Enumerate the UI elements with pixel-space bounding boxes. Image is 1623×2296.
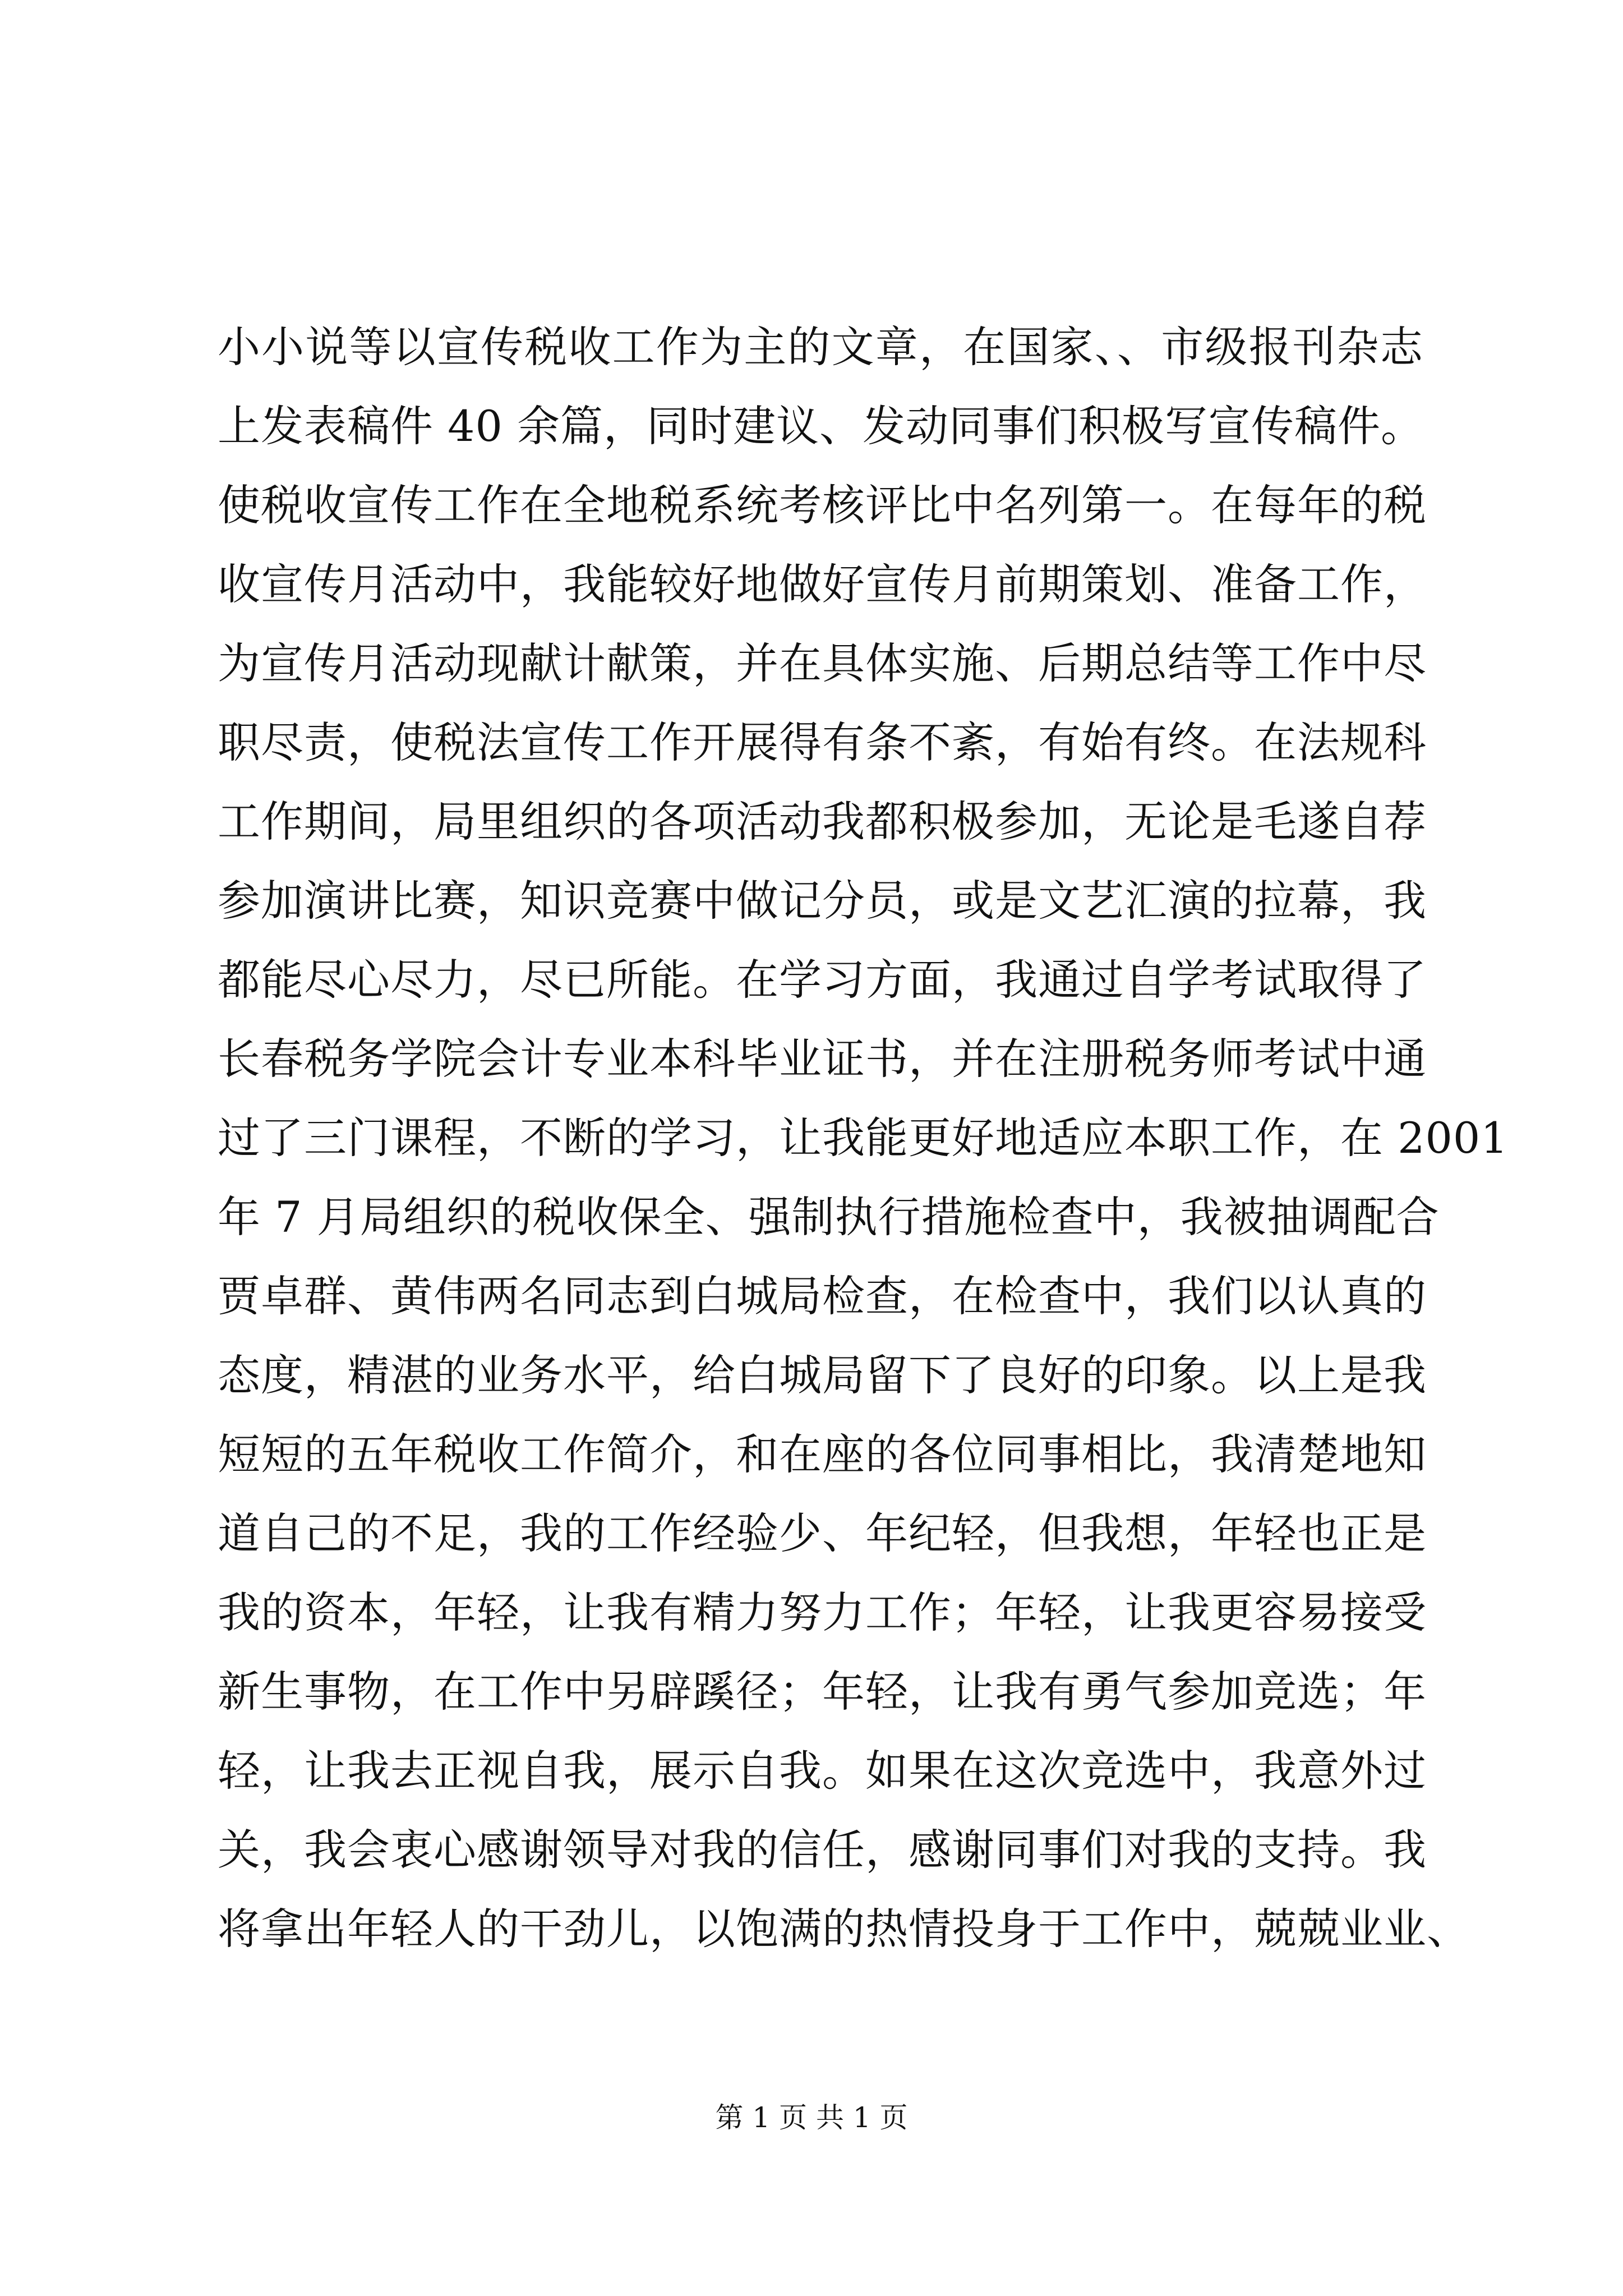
page-footer: 第 1 页 共 1 页 bbox=[715, 2101, 908, 2134]
text-line: 参加演讲比赛，知识竞赛中做记分员，或是文艺汇演的拉幕，我 bbox=[218, 876, 1427, 926]
text-line: 过了三门课程，不断的学习，让我能更好地适应本职工作，在 2001 bbox=[218, 1113, 1509, 1163]
text-line: 我的资本，年轻，让我有精力努力工作；年轻，让我更容易接受 bbox=[218, 1588, 1427, 1637]
text-line: 工作期间，局里组织的各项活动我都积极参加，无论是毛遂自荐 bbox=[218, 797, 1427, 846]
text-line: 新生事物，在工作中另辟蹊径；年轻，让我有勇气参加竞选；年 bbox=[218, 1667, 1427, 1717]
text-line: 贾卓群、黄伟两名同志到白城局检查，在检查中，我们以认真的 bbox=[218, 1271, 1427, 1321]
text-line: 职尽责，使税法宣传工作开展得有条不紊，有始有终。在法规科 bbox=[218, 717, 1427, 767]
text-line: 短短的五年税收工作简介，和在座的各位同事相比，我清楚地知 bbox=[218, 1429, 1427, 1479]
text-line: 收宣传月活动中，我能较好地做好宣传月前期策划、准备工作， bbox=[218, 559, 1427, 609]
body-text bbox=[218, 307, 1509, 1968]
text-line: 将拿出年轻人的干劲儿，以饱满的热情投身于工作中，兢兢业业、 bbox=[218, 1904, 1470, 1954]
text-line: 长春税务学院会计专业本科毕业证书，并在注册税务师考试中通 bbox=[218, 1034, 1427, 1084]
text-line: 都能尽心尽力，尽已所能。在学习方面，我通过自学考试取得了 bbox=[218, 955, 1427, 1005]
text-line: 使税收宣传工作在全地税系统考核评比中名列第一。在每年的税 bbox=[218, 480, 1427, 530]
text-line: 道自己的不足，我的工作经验少、年纪轻，但我想，年轻也正是 bbox=[218, 1508, 1427, 1558]
text-line: 上发表稿件 40 余篇，同时建议、发动同事们积极写宣传稿件。 bbox=[218, 401, 1424, 451]
text-line: 态度，精湛的业务水平，给白城局留下了良好的印象。以上是我 bbox=[218, 1350, 1427, 1400]
text-line: 关，我会衷心感谢领导对我的信任，感谢同事们对我的支持。我 bbox=[218, 1825, 1427, 1875]
text-line: 轻，让我去正视自我，展示自我。如果在这次竞选中，我意外过 bbox=[218, 1746, 1427, 1796]
text-line: 小小说等以宣传税收工作为主的文章，在国家、、市级报刊杂志 bbox=[218, 322, 1423, 372]
text-line: 为宣传月活动现献计献策，并在具体实施、后期总结等工作中尽 bbox=[218, 638, 1427, 688]
text-line: 年 7 月局组织的税收保全、强制执行措施检查中，我被抽调配合 bbox=[218, 1192, 1440, 1242]
